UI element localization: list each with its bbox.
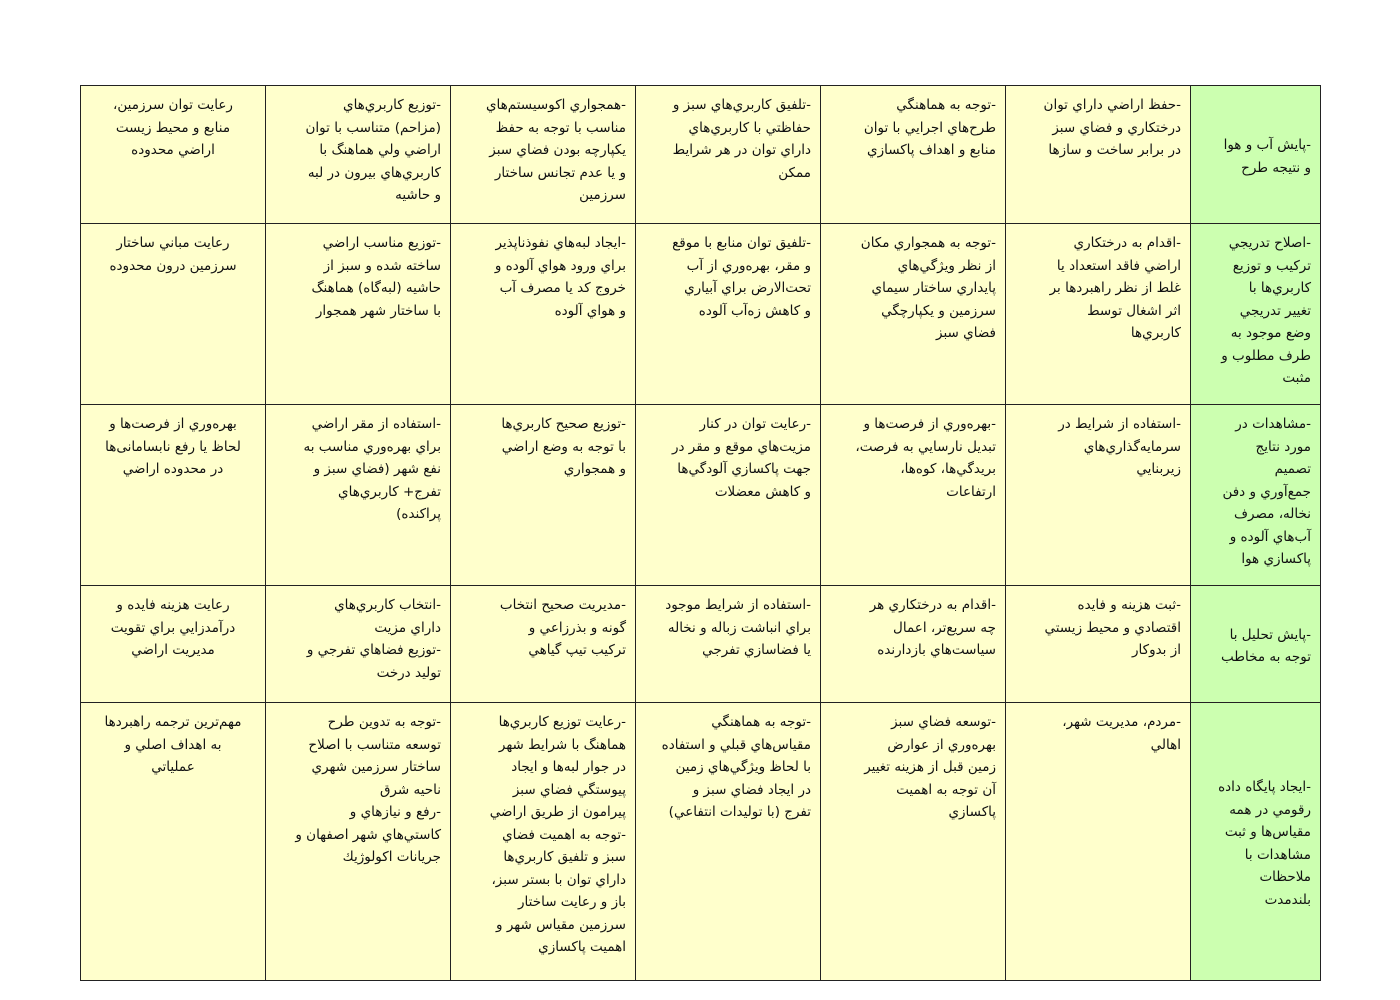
table-cell: -توجه به هماهنگي مقياس‌هاي قبلي و استفاده با لحاظ ويژگي‌هاي زمين در ايجاد فضاي سبز و تفرج (با توليدات انتفاعي) [636, 703, 821, 981]
table-cell: -استفاده از مقر اراضي براي بهره‌وري مناسب به نفع شهر (فضاي سبز و تفرج+ كاربري‌هاي پراكنده) [266, 405, 451, 586]
table-cell: -استفاده از شرايط موجود براي انباشت زباله و نخاله يا فضاسازي تفرجي [636, 586, 821, 703]
table-cell: -حفظ اراضي داراي توان درختكاري و فضاي سبز در برابر ساخت و سازها [1006, 86, 1191, 224]
table-cell: -توجه به هماهنگي طرح‌هاي اجرايي با توان منابع و اهداف پاكسازي [821, 86, 1006, 224]
table-cell: -مديريت صحيح انتخاب گونه و بذرزاعي و تركيب تيپ گياهي [451, 586, 636, 703]
table-cell: -همجواري اكوسيستم‌هاي مناسب با توجه به حفظ يكپارچه بودن فضاي سبز و يا عدم تجانس ساختار سرزمين [451, 86, 636, 224]
table-cell: -انتخاب كاربري‌هاي داراي مزيت -توزيع فضاهاي تفرجي و توليد درخت [266, 586, 451, 703]
table-cell: -ايجاد لبه‌هاي نفوذناپذير براي ورود هواي آلوده و خروج كد يا مصرف آب و هواي آلوده [451, 224, 636, 405]
table-cell: -رعايت توان در كنار مزيت‌هاي موقع و مقر در جهت پاكسازي آلودگي‌ها و كاهش معضلات [636, 405, 821, 586]
table-cell: -اقدام به درختكاري هر چه سريع‌تر، اعمال سياست‌هاي بازدارنده [821, 586, 1006, 703]
table-cell: -توزيع مناسب اراضي ساخته شده و سبز از حاشيه (لبه‌گاه) هماهنگ با ساختار شهر همجوار [266, 224, 451, 405]
table-cell: رعايت مباني ساختار سرزمين درون محدوده [81, 224, 266, 405]
table-cell: -مردم، مديريت شهر، اهالي [1006, 703, 1191, 981]
table-cell: رعايت هزينه فايده و درآمدزايي براي تقويت مديريت اراضي [81, 586, 266, 703]
table-row [81, 224, 1321, 405]
table-cell: بهره‌وري از فرصت‌ها و لحاظ يا رفع نابسامانی‌ها در محدوده اراضي [81, 405, 266, 586]
table-row [81, 405, 1321, 586]
table-cell: مهم‌ترين ترجمه راهبردها به اهداف اصلي و عملياتي [81, 703, 266, 981]
table-cell: -اقدام به درختكاري اراضي فاقد استعداد يا غلط از نظر راهبردها بر اثر اشغال توسط كاربري‌ها [1006, 224, 1191, 405]
table-cell: -توجه به تدوين طرح توسعه متناسب با اصلاح ساختار سرزمين شهري ناحيه شرق -رفع و نيازهاي و كاستي‌هاي شهر اصفهان و جريانات اكولوژيك [266, 703, 451, 981]
table-cell: -رعايت توزيع كاربري‌ها هماهنگ با شرايط شهر در جوار لبه‌ها و ايجاد پيوستگي فضاي سبز پيرامون از طريق اراضي -توجه به اهميت فضاي سبز و تلفيق كاربري‌ها داراي توان با بستر سبز، باز و رعايت ساختار سرزمين مقياس شهر و اهميت پاكسازي [451, 703, 636, 981]
table-cell: -توسعه فضاي سبز بهره‌وري از عوارض زمين قبل از هزينه تغيير آن توجه به اهميت پاكسازي [821, 703, 1006, 981]
table-cell: -بهره‌وري از فرصت‌ها و تبديل نارسايي به فرصت، بريدگي‌ها، كوه‌ها، ارتفاعات [821, 405, 1006, 586]
row-header-cell: -پايش آب و هوا و نتيجه طرح [1191, 86, 1321, 224]
table-cell: -استفاده از شرايط در سرمايه‌گذاري‌هاي زيربنايي [1006, 405, 1191, 586]
table-cell: -تلفيق كاربري‌هاي سبز و حفاظتي با كاربري‌هاي داراي توان در هر شرايط ممكن [636, 86, 821, 224]
row-header-cell: -مشاهدات در مورد نتايج تصميم جمع‌آوري و دفن نخاله، مصرف آب‌هاي آلوده و پاكسازي هوا [1191, 405, 1321, 586]
row-header-cell: -ايجاد پايگاه داده رقومي در همه مقياس‌ها و ثبت مشاهدات با ملاحظات بلندمدت [1191, 703, 1321, 981]
table-row [81, 86, 1321, 224]
row-header-cell: -پايش تحليل با توجه به مخاطب [1191, 586, 1321, 703]
table-cell: -توزيع كاربري‌هاي (مزاحم) متناسب با توان اراضي ولي هماهنگ با كاربري‌هاي بيرون در لبه و حاشيه [266, 86, 451, 224]
table-row [81, 586, 1321, 703]
table-cell: -توزيع صحيح كاربري‌ها با توجه به وضع اراضي و همجواري [451, 405, 636, 586]
table-cell: -ثبت هزينه و فايده اقتصادي و محيط زيستي از بدوكار [1006, 586, 1191, 703]
table-row [81, 703, 1321, 981]
strategy-table [80, 85, 1321, 981]
table-cell: -توجه به همجواري مكان از نظر ويژگي‌هاي پايداري ساختار سيماي سرزمين و يكپارچگي فضاي سبز [821, 224, 1006, 405]
table-cell: رعايت توان سرزمين، منابع و محيط زيست اراضي محدوده [81, 86, 266, 224]
table-cell: -تلفيق توان منابع با موقع و مقر، بهره‌وري از آب تحت‌الارض براي آبياري و كاهش زه‌آب آلوده [636, 224, 821, 405]
row-header-cell: -اصلاح تدريجي تركيب و توزيع كاربري‌ها با تغيير تدريجي وضع موجود به طرف مطلوب و مثبت [1191, 224, 1321, 405]
